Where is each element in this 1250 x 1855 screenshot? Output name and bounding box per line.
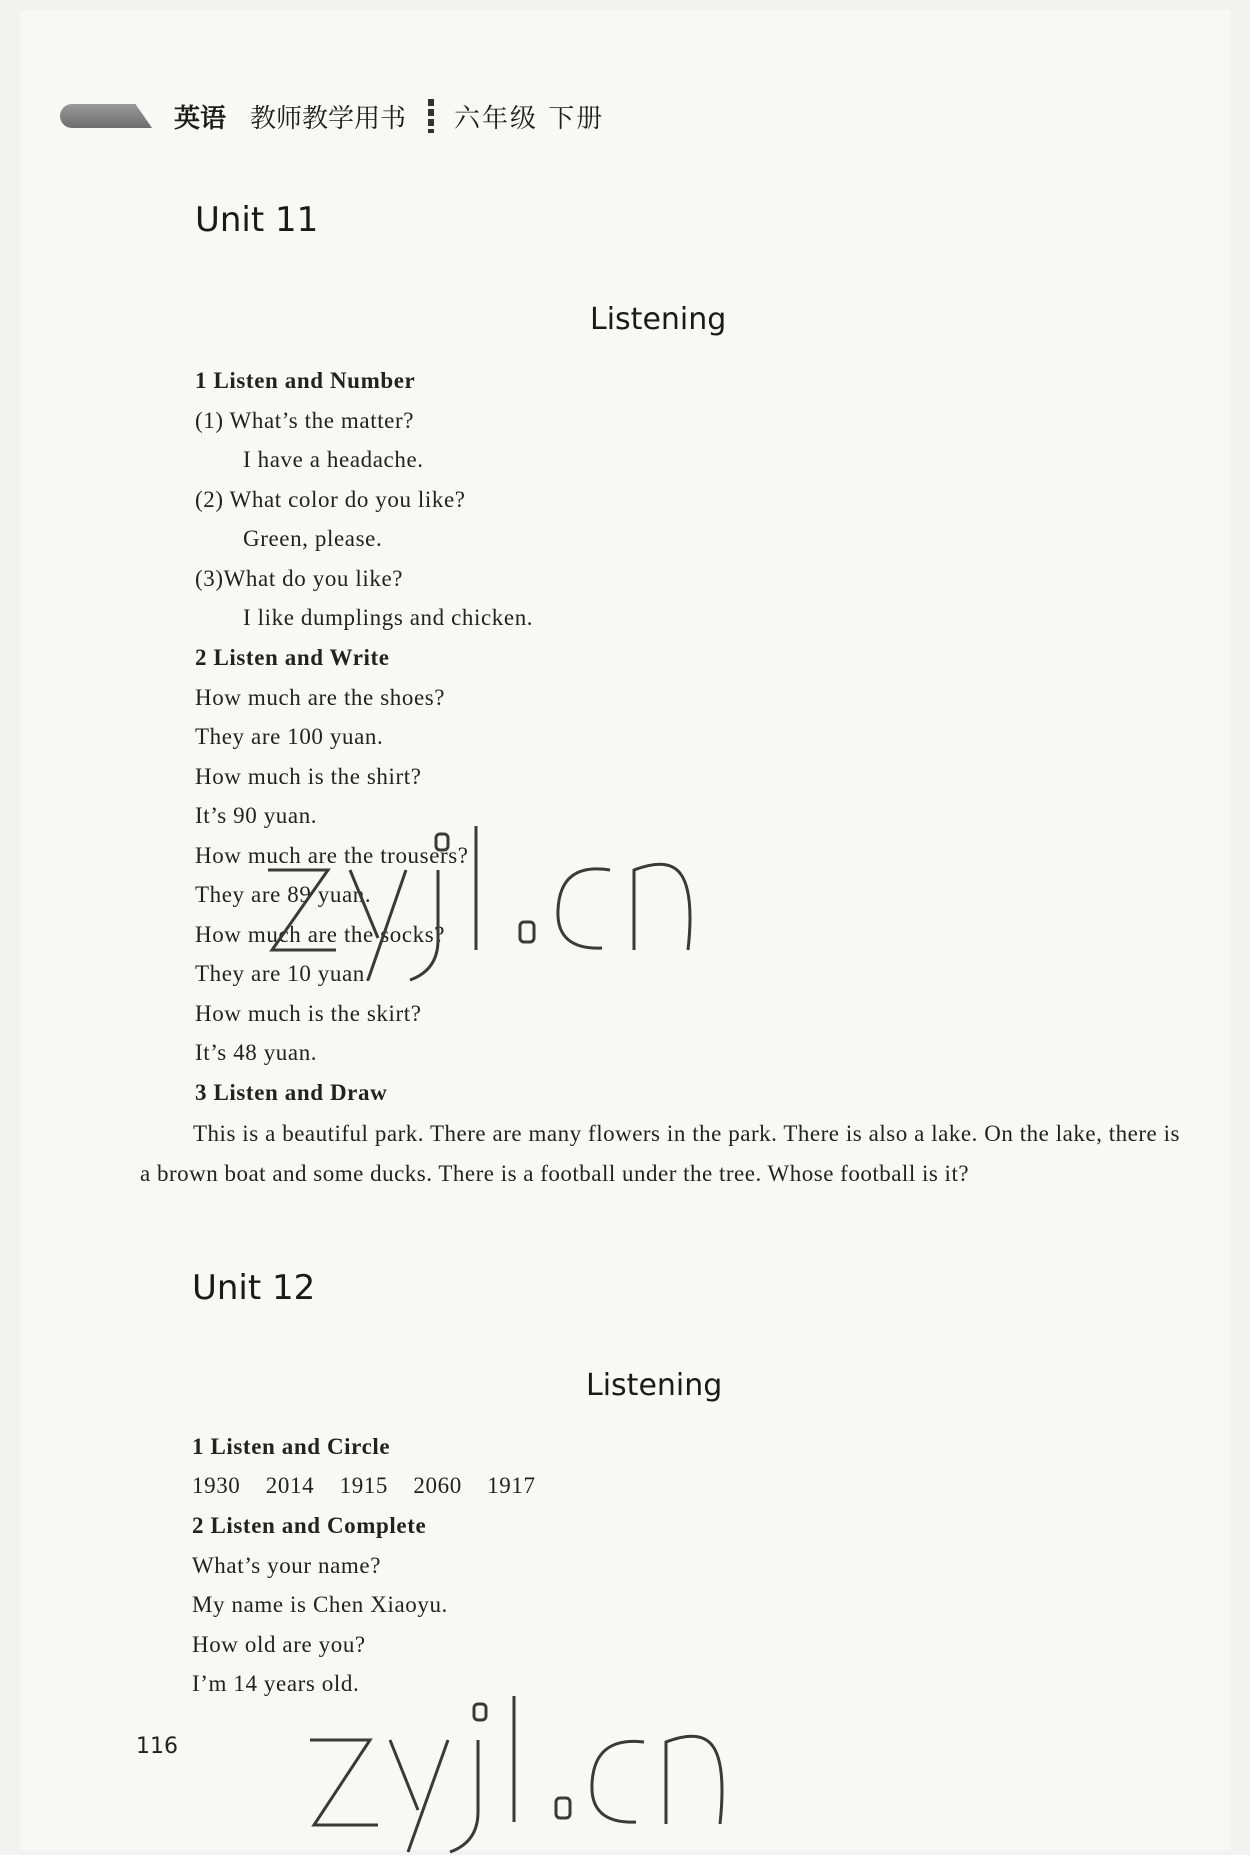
exercise-line: How much is the skirt? — [195, 1001, 422, 1026]
header-book-title: 教师教学用书 — [250, 103, 407, 134]
exercise-line: I’m 14 years old. — [192, 1671, 360, 1696]
header-grade: 六年级 下册 — [454, 103, 605, 134]
watermark-logo — [250, 800, 730, 990]
running-header — [174, 96, 604, 136]
exercise-line: I like dumplings and chicken. — [243, 605, 534, 630]
exercise-line: They are 10 yuan. — [195, 961, 372, 986]
exercise-heading: 3 Listen and Draw — [195, 1080, 388, 1105]
exercise-line: I have a headache. — [243, 447, 424, 472]
exercise-line: It’s 48 yuan. — [195, 1040, 318, 1065]
page-number: 116 — [136, 1734, 178, 1759]
exercise-line: How much are the shoes? — [195, 685, 446, 710]
exercise-line: What’s your name? — [192, 1553, 382, 1578]
exercise-line: How old are you? — [192, 1632, 366, 1657]
exercise-line: My name is Chen Xiaoyu. — [192, 1592, 448, 1617]
exercise-line: (3)What do you like? — [195, 566, 404, 591]
exercise-line: How much are the socks? — [195, 922, 446, 947]
exercise-heading: 1 Listen and Number — [195, 368, 416, 393]
exercise-heading: 2 Listen and Write — [195, 645, 390, 670]
exercise-line: (2) What color do you like? — [195, 487, 466, 512]
exercise-line: 1930 2014 1915 2060 1917 — [192, 1473, 536, 1498]
unit-title: Unit 11 — [195, 200, 319, 240]
header-subject: 英语 — [174, 103, 227, 134]
exercise-line: How much are the trousers? — [195, 843, 469, 868]
exercise-heading: 2 Listen and Complete — [192, 1513, 427, 1538]
header-separator — [428, 99, 434, 133]
unit-title: Unit 12 — [192, 1268, 316, 1308]
exercise-line: They are 100 yuan. — [195, 724, 384, 749]
exercise-paragraph — [140, 1114, 1180, 1193]
exercise-line: They are 89 yuan. — [195, 882, 372, 907]
exercise-line: It’s 90 yuan. — [195, 803, 318, 828]
exercise-line: (1) What’s the matter? — [195, 408, 415, 433]
paragraph-text: This is a beautiful park. There are many flowers in the park. There is also a lake. On the lake, there is a brown boat and some ducks. There is a football under the tree. Whose football is it? — [140, 1121, 1180, 1186]
exercise-line: How much is the shirt? — [195, 764, 422, 789]
section-title: Listening — [586, 1368, 723, 1403]
section-title: Listening — [590, 302, 727, 337]
watermark-logo — [290, 1680, 760, 1855]
exercise-heading: 1 Listen and Circle — [192, 1434, 391, 1459]
exercise-line: Green, please. — [243, 526, 383, 551]
